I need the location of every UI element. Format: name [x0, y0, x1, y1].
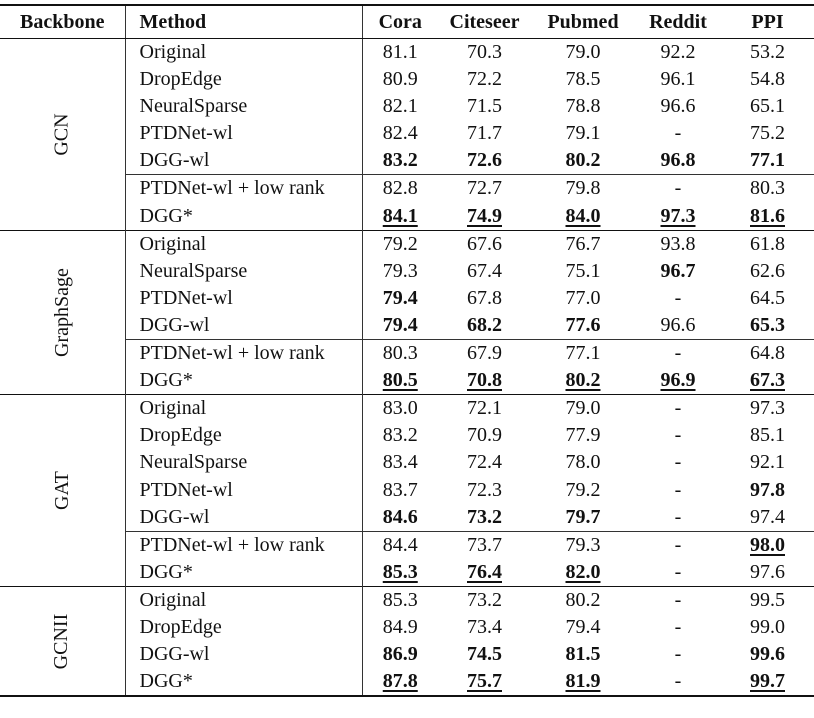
value-cell: 67.3: [750, 369, 785, 392]
value-cell: 79.4: [382, 286, 418, 309]
value-cell: 80.3: [721, 175, 814, 203]
backbone-label: GCN: [50, 113, 73, 156]
value-cell: 61.8: [750, 232, 785, 255]
value-cell: 81.1: [382, 41, 418, 63]
value-cell: 79.4: [382, 313, 418, 336]
value-cell: 79.2: [565, 478, 601, 501]
header-cora: Cora: [362, 5, 438, 39]
value-cell: 82.4: [382, 122, 418, 145]
method-cell: PTDNet-wl: [125, 285, 362, 312]
value-cell: 79.3: [382, 259, 418, 282]
value-cell: -: [674, 286, 682, 309]
value-cell: 96.6: [660, 95, 696, 118]
method-cell: DGG-wl: [125, 504, 362, 532]
value-cell: 79.0: [565, 41, 601, 63]
value-cell: 84.0: [565, 204, 601, 227]
method-cell: DGG*: [125, 559, 362, 587]
group-gat: [0, 395, 814, 587]
value-cell: -: [674, 505, 682, 528]
value-cell: 92.1: [750, 451, 785, 474]
value-cell: 96.9: [660, 369, 696, 392]
value-cell: 79.8: [531, 175, 635, 203]
value-cell: 75.1: [565, 259, 601, 282]
group-graphsage: [0, 230, 814, 395]
value-cell: 86.9: [382, 643, 418, 666]
value-cell: 99.0: [750, 615, 785, 638]
method-cell: PTDNet-wl + low rank: [125, 175, 362, 203]
method-cell: PTDNet-wl: [125, 477, 362, 504]
method-cell: DropEdge: [125, 614, 362, 641]
value-cell: 84.9: [382, 615, 418, 638]
value-cell: 85.1: [750, 424, 785, 447]
table-row: [0, 230, 814, 258]
backbone-cell: [0, 586, 125, 696]
value-cell: 64.5: [750, 286, 785, 309]
value-cell: 70.3: [467, 41, 502, 63]
backbone-label: GCNII: [50, 613, 73, 669]
value-cell: 96.6: [660, 313, 696, 336]
value-cell: 81.6: [750, 204, 785, 227]
backbone-cell: [0, 39, 125, 231]
value-cell: 84.1: [382, 204, 418, 227]
value-cell: 67.8: [467, 286, 502, 309]
method-cell: DGG-wl: [125, 147, 362, 175]
value-cell: 77.1: [531, 340, 635, 368]
value-cell: 77.9: [565, 424, 601, 447]
value-cell: 80.2: [565, 588, 601, 611]
value-cell: 77.0: [565, 286, 601, 309]
method-cell: NeuralSparse: [125, 449, 362, 476]
value-cell: 82.0: [565, 560, 601, 583]
header-reddit: Reddit: [635, 5, 721, 39]
group-gcn: [0, 39, 814, 231]
results-table: [0, 4, 814, 697]
value-cell: -: [674, 615, 682, 638]
value-cell: 74.5: [467, 643, 502, 666]
value-cell: 84.4: [362, 531, 438, 559]
value-cell: 99.6: [750, 643, 785, 666]
value-cell: -: [635, 340, 721, 368]
value-cell: 93.8: [660, 232, 696, 255]
value-cell: 71.5: [467, 95, 502, 118]
value-cell: 87.8: [382, 670, 418, 693]
value-cell: -: [635, 175, 721, 203]
value-cell: 79.0: [565, 397, 601, 420]
value-cell: 79.2: [382, 232, 418, 255]
value-cell: 65.1: [750, 95, 785, 118]
table-header: [0, 5, 814, 39]
value-cell: 78.0: [565, 451, 601, 474]
value-cell: -: [674, 451, 682, 474]
method-cell: PTDNet-wl: [125, 120, 362, 147]
value-cell: 79.4: [565, 615, 601, 638]
value-cell: 83.2: [382, 424, 418, 447]
value-cell: 78.8: [565, 95, 601, 118]
method-cell: PTDNet-wl + low rank: [125, 340, 362, 368]
header-backbone: Backbone: [0, 5, 125, 39]
value-cell: 82.1: [382, 95, 418, 118]
value-cell: 54.8: [750, 68, 785, 91]
value-cell: 80.2: [565, 369, 601, 392]
header-citeseer: Citeseer: [438, 5, 531, 39]
value-cell: -: [635, 531, 721, 559]
value-cell: 98.0: [721, 531, 814, 559]
method-cell: NeuralSparse: [125, 258, 362, 285]
value-cell: 67.4: [467, 259, 502, 282]
value-cell: 99.7: [750, 670, 785, 693]
value-cell: 99.5: [750, 588, 785, 611]
backbone-cell: [0, 395, 125, 587]
value-cell: 77.6: [565, 313, 601, 336]
value-cell: -: [674, 560, 682, 583]
method-cell: DGG-wl: [125, 312, 362, 340]
method-cell: NeuralSparse: [125, 93, 362, 120]
value-cell: 85.3: [382, 588, 418, 611]
value-cell: 72.2: [467, 68, 502, 91]
value-cell: -: [674, 670, 682, 693]
value-cell: 70.8: [467, 369, 502, 392]
value-cell: 73.4: [467, 615, 502, 638]
value-cell: 85.3: [382, 560, 418, 583]
value-cell: -: [674, 122, 682, 145]
value-cell: 97.3: [660, 204, 696, 227]
group-gcnii: [0, 586, 814, 696]
value-cell: 72.6: [467, 149, 502, 172]
value-cell: -: [674, 588, 682, 611]
table-row: [0, 586, 814, 614]
value-cell: -: [674, 397, 682, 420]
backbone-label: GAT: [50, 471, 73, 510]
header-pubmed: Pubmed: [531, 5, 635, 39]
value-cell: 72.4: [467, 451, 502, 474]
value-cell: 73.7: [438, 531, 531, 559]
value-cell: 53.2: [750, 41, 785, 63]
value-cell: 79.1: [565, 122, 601, 145]
method-cell: DropEdge: [125, 66, 362, 93]
backbone-label: GraphSage: [50, 268, 73, 357]
value-cell: 75.7: [467, 670, 502, 693]
value-cell: 77.1: [750, 149, 785, 172]
value-cell: 81.9: [565, 670, 601, 693]
value-cell: -: [674, 643, 682, 666]
value-cell: 83.0: [382, 397, 418, 420]
method-cell: Original: [125, 39, 362, 67]
method-cell: DGG*: [125, 367, 362, 395]
value-cell: 97.6: [750, 560, 785, 583]
value-cell: 79.3: [531, 531, 635, 559]
value-cell: 62.6: [750, 259, 785, 282]
value-cell: 96.1: [660, 68, 696, 91]
method-cell: DGG*: [125, 203, 362, 231]
value-cell: 65.3: [750, 313, 785, 336]
value-cell: 68.2: [467, 313, 502, 336]
value-cell: 84.6: [382, 505, 418, 528]
value-cell: 80.5: [382, 369, 418, 392]
value-cell: 83.4: [382, 451, 418, 474]
value-cell: 67.9: [438, 340, 531, 368]
value-cell: 82.8: [362, 175, 438, 203]
value-cell: 72.7: [438, 175, 531, 203]
method-cell: Original: [125, 230, 362, 258]
value-cell: 73.2: [467, 588, 502, 611]
value-cell: -: [674, 478, 682, 501]
value-cell: 80.3: [362, 340, 438, 368]
value-cell: 70.9: [467, 424, 502, 447]
method-cell: DGG-wl: [125, 641, 362, 668]
value-cell: 67.6: [467, 232, 502, 255]
value-cell: -: [674, 424, 682, 447]
value-cell: 80.2: [565, 149, 601, 172]
value-cell: 83.2: [382, 149, 418, 172]
table-row: [0, 39, 814, 67]
value-cell: 96.8: [660, 149, 696, 172]
value-cell: 72.1: [467, 397, 502, 420]
method-cell: Original: [125, 395, 362, 423]
value-cell: 97.4: [750, 505, 785, 528]
value-cell: 76.4: [467, 560, 502, 583]
method-cell: PTDNet-wl + low rank: [125, 531, 362, 559]
value-cell: 79.7: [565, 505, 601, 528]
value-cell: 80.9: [382, 68, 418, 91]
value-cell: 83.7: [382, 478, 418, 501]
value-cell: 73.2: [467, 505, 502, 528]
value-cell: 75.2: [750, 122, 785, 145]
value-cell: 78.5: [565, 68, 601, 91]
value-cell: 97.8: [750, 478, 785, 501]
value-cell: 97.3: [750, 397, 785, 420]
method-cell: DropEdge: [125, 422, 362, 449]
value-cell: 96.7: [660, 259, 696, 282]
value-cell: 74.9: [467, 204, 502, 227]
value-cell: 76.7: [565, 232, 601, 255]
table-row: [0, 395, 814, 423]
value-cell: 92.2: [660, 41, 696, 63]
value-cell: 71.7: [467, 122, 502, 145]
header-method: Method: [125, 5, 362, 39]
header-ppi: PPI: [721, 5, 814, 39]
value-cell: 64.8: [721, 340, 814, 368]
backbone-cell: [0, 230, 125, 395]
value-cell: 81.5: [565, 643, 601, 666]
value-cell: 72.3: [467, 478, 502, 501]
method-cell: Original: [125, 586, 362, 614]
method-cell: DGG*: [125, 668, 362, 696]
